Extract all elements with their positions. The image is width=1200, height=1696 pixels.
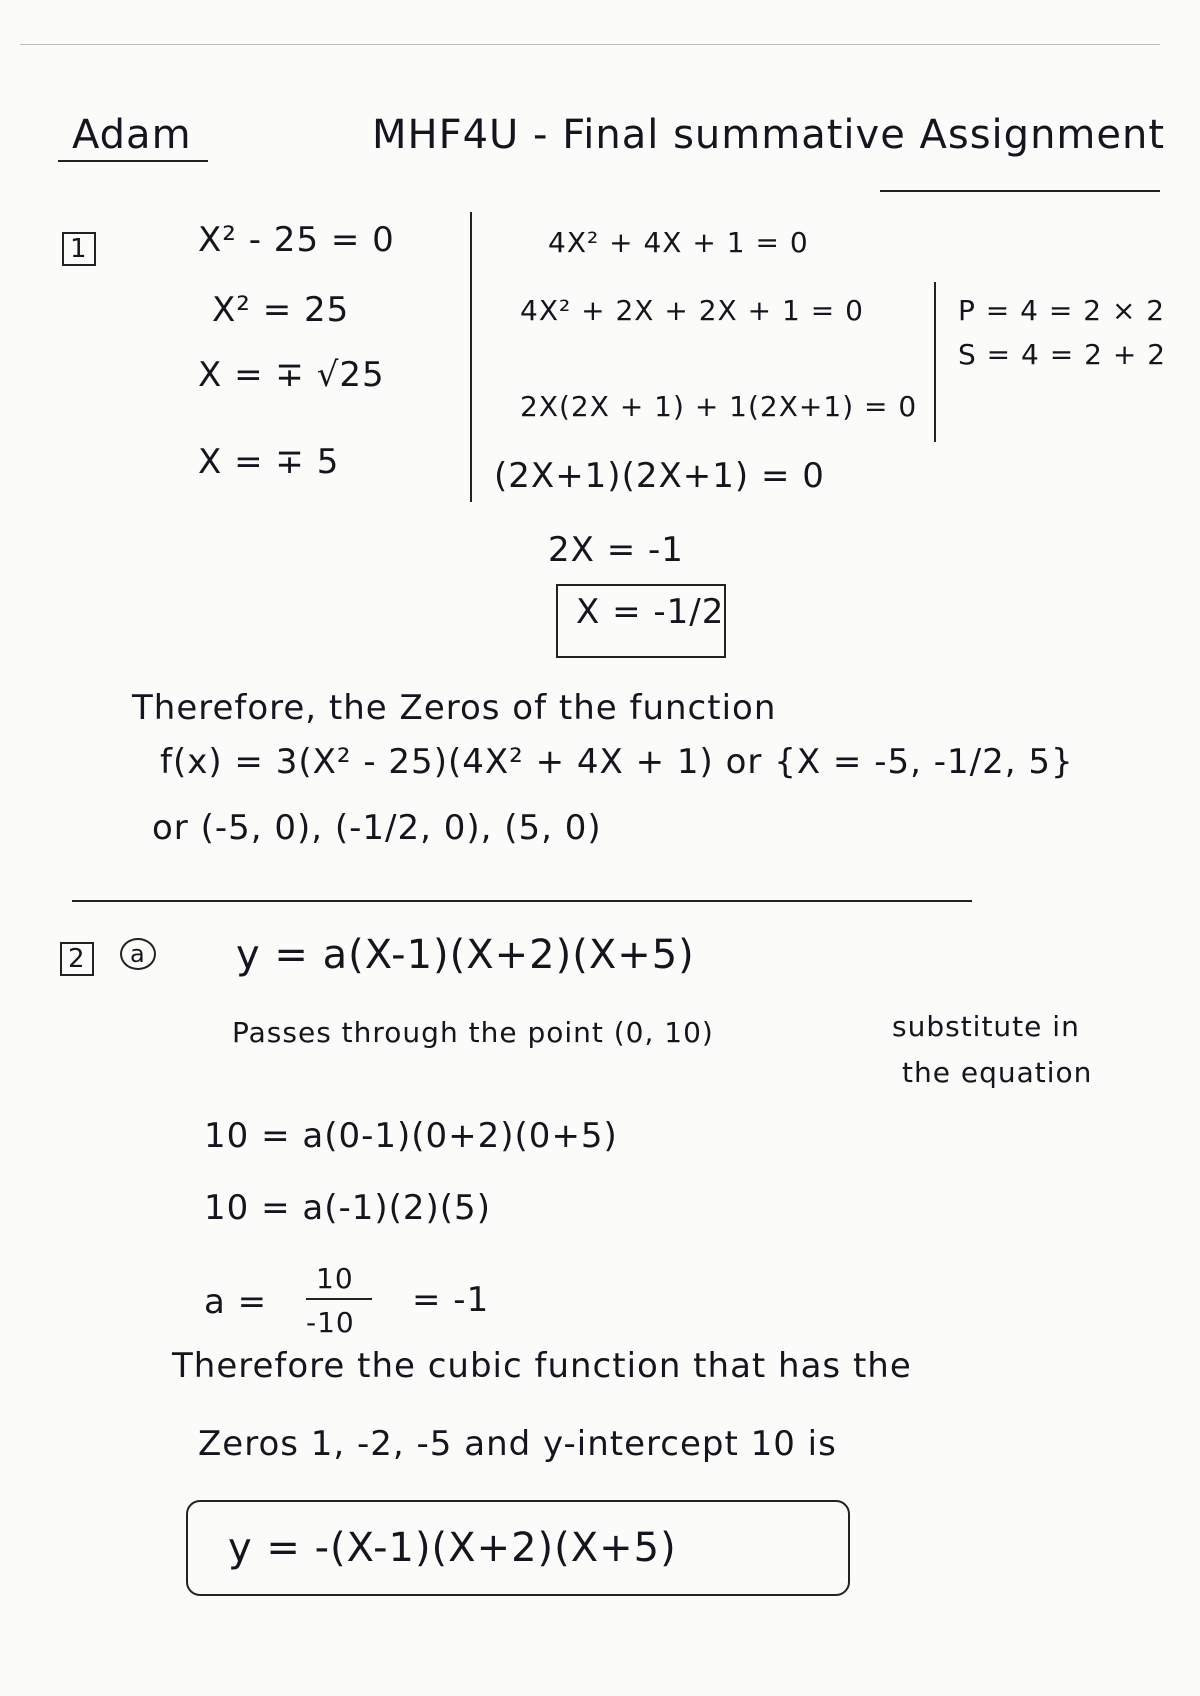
q1-boxed-answer: X = -1/2 <box>556 584 726 658</box>
name-underline <box>58 160 208 162</box>
q2-a-result: = -1 <box>412 1280 490 1320</box>
q2-step-2: 10 = a(-1)(2)(5) <box>204 1188 491 1228</box>
section-divider <box>72 900 972 902</box>
q2-conclusion-line-2: Zeros 1, -2, -5 and y-intercept 10 is <box>198 1424 837 1464</box>
q1-left-step-4: X = ∓ 5 <box>198 442 340 482</box>
q2-side-note-2: the equation <box>902 1056 1093 1089</box>
q2-fraction-bar <box>306 1298 372 1300</box>
q2-conclusion-line-1: Therefore the cubic function that has the <box>172 1346 912 1386</box>
q1-middle-step-3: 2X(2X + 1) + 1(2X+1) = 0 <box>520 390 918 423</box>
question-1-number: 1 <box>62 232 96 266</box>
q1-middle-step-1: 4X² + 4X + 1 = 0 <box>548 226 809 259</box>
q1-left-step-1: X² - 25 = 0 <box>198 220 395 260</box>
q2-a-label: a = <box>204 1282 268 1322</box>
question-2-number: 2 <box>60 942 94 976</box>
q1-middle-step-5: 2X = -1 <box>548 530 684 570</box>
q1-left-step-2: X² = 25 <box>212 290 350 330</box>
q1-side-note-product: P = 4 = 2 × 2 <box>958 294 1166 327</box>
question-2-part: a <box>120 938 156 970</box>
q1-conclusion-line-2: f(x) = 3(X² - 25)(4X² + 4X + 1) or {X = -5, -1/2, 5} <box>160 742 1074 782</box>
title-underline <box>880 190 1160 192</box>
q2-side-note-1: substitute in <box>892 1010 1080 1043</box>
q1-middle-step-4: (2X+1)(2X+1) = 0 <box>494 456 825 496</box>
q1-divider <box>470 212 472 502</box>
q1-left-step-3: X = ∓ √25 <box>198 355 385 395</box>
top-rule <box>20 44 1160 45</box>
assignment-title: MHF4U - Final summative Assignment <box>372 112 1166 158</box>
q1-middle-step-2: 4X² + 2X + 2X + 1 = 0 <box>520 294 864 327</box>
q1-side-bracket <box>934 282 936 442</box>
q2-fraction-numerator: 10 <box>316 1262 354 1295</box>
q1-conclusion-line-1: Therefore, the Zeros of the function <box>132 688 777 728</box>
q2-fraction-denominator: -10 <box>306 1306 355 1339</box>
q2-step-1: 10 = a(0-1)(0+2)(0+5) <box>204 1116 618 1156</box>
q2-final-answer: y = -(X-1)(X+2)(X+5) <box>186 1500 850 1596</box>
student-name: Adam <box>72 112 192 158</box>
q1-conclusion-line-3: or (-5, 0), (-1/2, 0), (5, 0) <box>152 808 602 848</box>
q2-equation: y = a(X-1)(X+2)(X+5) <box>236 932 695 978</box>
q1-side-note-sum: S = 4 = 2 + 2 <box>958 338 1167 371</box>
q2-passes-through: Passes through the point (0, 10) <box>232 1016 714 1049</box>
